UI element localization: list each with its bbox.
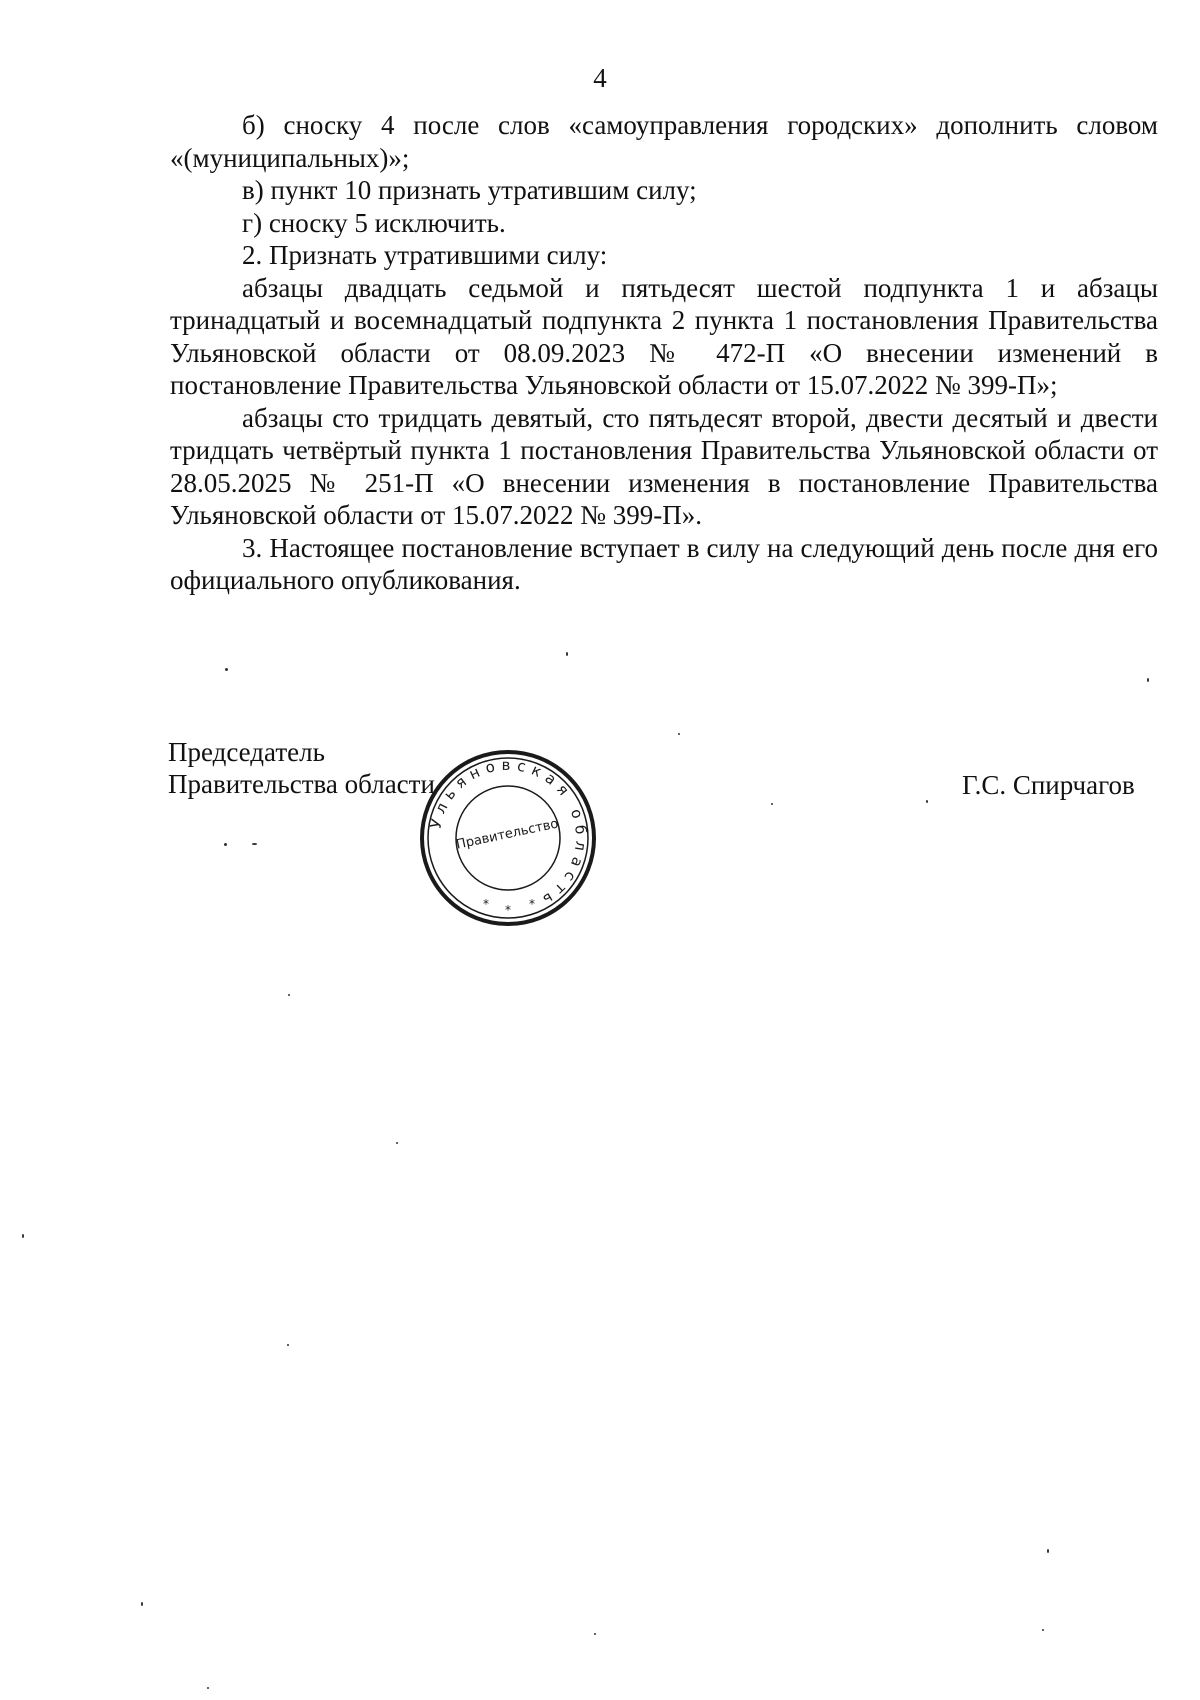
scan-speck [22,1234,24,1238]
official-seal [418,748,598,928]
scan-speck [252,843,257,845]
svg-text:Ульяновская область: Ульяновская область [426,755,591,913]
signatory-title-line1: Председатель [168,737,325,767]
svg-text:*: * [483,897,489,911]
page-number: 4 [593,63,607,93]
paragraph-v: в) пункт 10 признать утратившим силу; [242,175,697,205]
scan-speck [396,1142,398,1144]
scan-speck [678,733,680,735]
paragraph-2a: абзацы двадцать седьмой и пятьдесят шестой подпункта 1 и абзацы тринадцатый и восемнадцатый подпункта 2 пункта 1 постановления Правительства Ульяновской области от 08.09.2023 № 472-П «О внесении изменений в постановление Правительства Ульяновской области от 15.07.2022 № 399-П»; [170,272,1158,400]
scan-speck [141,1602,143,1606]
scan-speck [224,843,227,846]
scan-speck [594,1633,596,1635]
scan-speck [225,668,228,671]
scan-speck [926,800,928,803]
svg-text:*: * [529,897,535,911]
signatory-name: Г.С. Спирчагов [962,770,1135,800]
paragraph-2b: абзацы сто тридцать девятый, сто пятьдесят второй, двести десятый и двести тридцать четвёртый пункта 1 постановления Правительства Ульяновской области от 28.05.2025 № 251-П «О внесении изменения в постановление Правительства Ульяновской области от 15.07.2022 № 399-П». [170,402,1158,530]
scan-speck [207,1687,209,1689]
signatory-title [168,736,435,800]
scan-speck [288,994,290,996]
paragraph-b: б) сноску 4 после слов «самоуправления городских» дополнить словом «(муниципальных)»; [170,110,1158,173]
paragraph-2: 2. Признать утратившими силу: [242,240,608,270]
paragraph-3: 3. Настоящее постановление вступает в силу на следующий день после дня его официального опубликования. [170,532,1158,595]
signatory-title-line2: Правительства области [168,769,435,799]
scan-speck [1047,1549,1049,1553]
document-body [170,109,1158,597]
scan-speck [566,652,568,656]
paragraph-g: г) сноску 5 исключить. [242,207,506,238]
scan-speck [1147,678,1149,682]
svg-text:Правительство: Правительство [454,816,560,853]
scan-speck [287,1344,289,1346]
scan-speck [1042,1629,1044,1631]
svg-text:*: * [505,903,511,917]
scan-speck [771,803,773,805]
